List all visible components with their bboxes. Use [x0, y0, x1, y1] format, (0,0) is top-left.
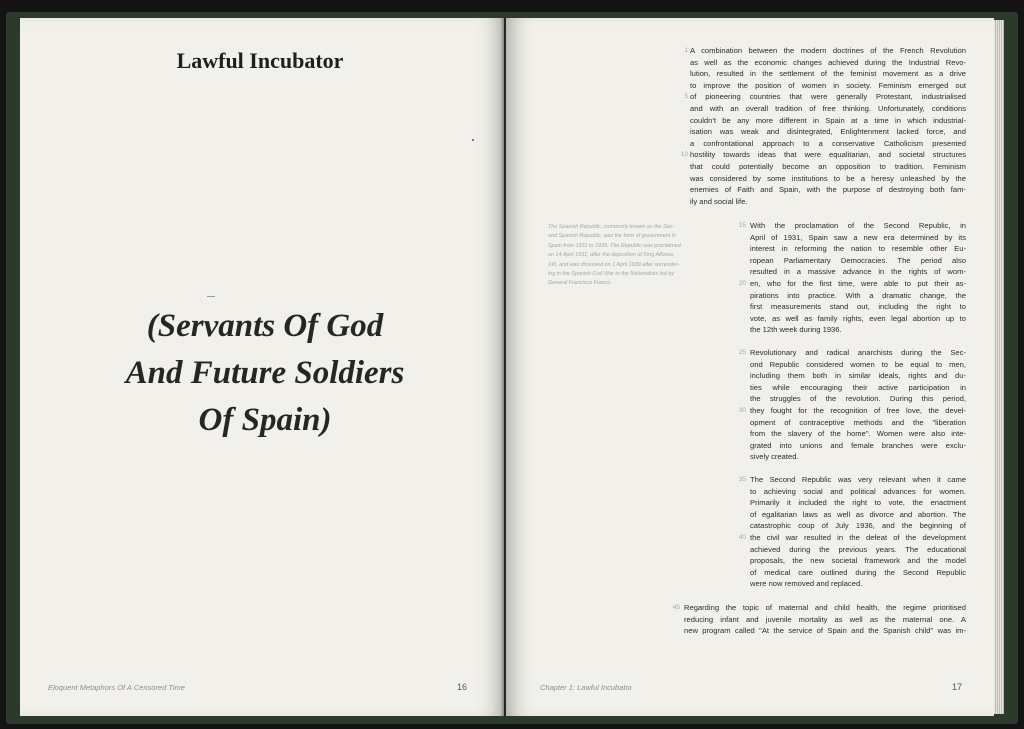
text-line: enemies of Faith and Spain, with the purpose of destroying both fam- — [690, 185, 966, 195]
line-number: 10 — [680, 151, 688, 158]
text-line: from the slavery of the home". Women were also inte- — [750, 429, 966, 439]
text-line: they fought for the recognition of free love, the devel- — [750, 405, 966, 415]
text-line: and with an overall tradition of free thinking. Unfortunately, conditions — [690, 103, 966, 113]
text-line: of medical care outlined during the Second Republic — [750, 567, 966, 577]
text-line: resulted in a massive advance in the rights of wom- — [750, 267, 966, 277]
text-line: of pioneering countries that were generally Protestant, industrialised — [690, 92, 966, 102]
chapter-footer: Chapter 1: Lawful Incubator — [540, 683, 633, 692]
sidenote-line: The Spanish Republic, commonly known as the Sec- — [548, 224, 675, 230]
text-line: sively created. — [750, 452, 799, 462]
text-line: Regarding the topic of maternal and child health, the regime prioritised — [684, 603, 966, 612]
line-number: 5 — [684, 93, 688, 100]
paragraph — [750, 347, 966, 463]
text-line: A combination between the modern doctrines of the French Revolution — [690, 46, 966, 55]
line-number: 25 — [738, 349, 746, 356]
left-page — [20, 18, 504, 716]
subtitle-line: And Future Soldiers — [125, 355, 405, 391]
text-line: new program called "At the service of Spain and the Spanish child" was im- — [684, 626, 966, 636]
text-line: reducing infant and juvenile mortality as well as the maternal one. A — [684, 614, 966, 624]
right-page — [506, 18, 994, 716]
sidenote-line: ing in the Spanish Civil War to the Nationalists led by — [548, 271, 675, 278]
paragraph — [684, 602, 966, 637]
text-line: as well as the economic changes achieved during the Industrial Revo- — [690, 57, 966, 67]
text-line: was considered by some institutions to be a heresy unleashed by the — [690, 173, 966, 183]
line-number: 35 — [738, 476, 746, 483]
text-line: catastrophic coup of July 1936, and the beginning of — [750, 521, 966, 531]
page-number: 17 — [952, 682, 963, 692]
text-line: Primarily it included the right to vote, the enactment — [750, 498, 966, 508]
text-line: of egalitarian laws as well as divorce and abortion. The — [750, 509, 966, 519]
line-number: 15 — [738, 222, 746, 229]
text-line: achieved during the previous years. The educational — [750, 544, 966, 554]
sidenote — [548, 223, 718, 289]
text-line: ties while encouraging their active participation in — [750, 382, 966, 392]
sidenote-line: Spain from 1931 to 1939. The Republic was proclaimed — [548, 242, 681, 249]
sidenote-line: XIII, and was dissolved on 1 April 1939 after surrender- — [548, 261, 680, 268]
chapter-subtitle — [100, 303, 430, 444]
text-line: that could potentially become an opposition to tradition. Feminism — [690, 161, 966, 171]
text-line: including them both in similar ideals, rights and du- — [750, 371, 966, 381]
text-line: grated into unions and female branches were exclu- — [750, 440, 966, 450]
text-line: With the proclamation of the Second Republic, in — [750, 221, 966, 230]
text-line: ropean Parliamentary Democracies. The period also — [750, 255, 966, 265]
text-line: pirations into practice. With a dramatic change, the — [750, 290, 966, 300]
sidenote-line: on 14 April 1931, after the deposition of King Alfonso — [548, 252, 674, 259]
book-title-footer: Eloquent Metaphors Of A Censored Time — [48, 683, 185, 692]
line-number: 30 — [738, 407, 746, 414]
page-number: 16 — [457, 682, 468, 692]
paragraph — [750, 220, 966, 336]
subtitle-line: Of Spain) — [198, 402, 332, 438]
sidenote-line: General Francisco Franco. — [548, 280, 612, 287]
sidenote-line: ond Spanish Republic, was the form of government in — [548, 233, 676, 240]
page-speck — [472, 139, 474, 141]
paragraph — [750, 474, 966, 590]
text-line: vote, as well as family rights, even legal abortion up to — [750, 313, 966, 323]
text-line: lution, resulted in the settlement of the feminist movement as a drive — [690, 69, 966, 79]
text-line: Revolutionary and radical anarchists during the Sec- — [750, 348, 966, 357]
text-line: the civil war resulted in the defeat of the development — [750, 532, 966, 542]
text-line: ily and social life. — [690, 196, 748, 206]
decorative-rule — [207, 296, 215, 297]
text-line: interest in reforming the nation to resemble other Eu- — [750, 244, 966, 254]
line-number: 40 — [738, 534, 746, 541]
text-line: The Second Republic was very relevant when it came — [750, 475, 966, 484]
line-number: 45 — [672, 604, 680, 611]
text-line: the 12th week during 1936. — [750, 325, 842, 335]
text-line: proposals, the new societal framework and the model — [750, 556, 966, 566]
text-line: to improve the position of women in society. Feminism emerged out — [690, 80, 966, 90]
text-line: couldn't be any more different in Spain at a time in which industrial- — [690, 115, 966, 125]
text-line: ond Republic considered women to be equal to men, — [750, 359, 966, 369]
text-line: isation was weak and disintegrated, Enlightenment lacked force, and — [690, 127, 966, 137]
subtitle-line: (Servants Of God — [146, 308, 384, 344]
text-line: first measurements stand out, including the right to — [750, 302, 966, 312]
text-line: were now removed and replaced. — [750, 579, 863, 589]
text-line: to achieving social and political advances for women. — [750, 486, 966, 496]
text-line: opment of contraceptive methods and the "liberation — [750, 417, 966, 427]
page-edges — [994, 20, 1004, 714]
text-line: the struggles of the revolution. During this period, — [750, 394, 966, 404]
text-line: April of 1931, Spain saw a new era determined by its — [750, 232, 966, 242]
text-line: a confrontational approach to a conservative Catholicism presented — [690, 138, 966, 148]
chapter-title: Lawful Incubator — [176, 48, 344, 73]
text-line: en, who for the first time, were able to put their as- — [750, 278, 966, 288]
paragraph — [690, 45, 966, 207]
line-number: 1 — [684, 47, 688, 54]
line-number: 20 — [738, 280, 746, 287]
text-line: hostility towards ideas that were equalitarian, and societal structures — [690, 150, 966, 160]
